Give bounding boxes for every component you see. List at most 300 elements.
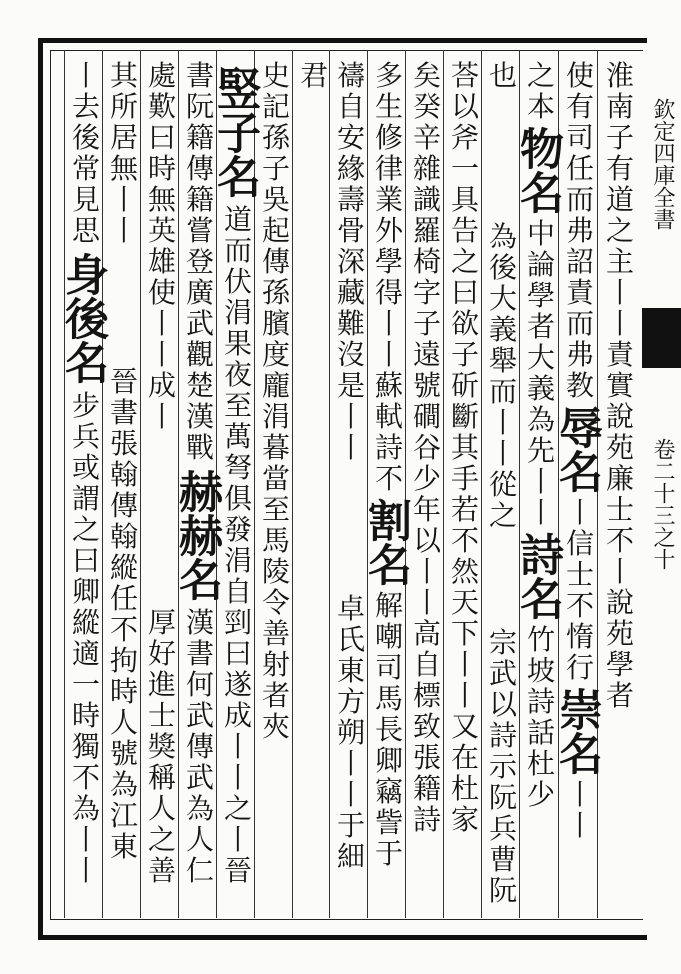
char: 矣	[412, 59, 441, 92]
char: 詩	[526, 685, 555, 718]
fishtail-mark	[642, 308, 681, 368]
char: 阮	[488, 781, 517, 814]
char: 詔	[565, 245, 594, 278]
char: 年	[412, 493, 441, 526]
char: 涓	[261, 400, 290, 433]
char: 丨	[147, 307, 176, 340]
char: 觀	[185, 338, 214, 371]
char: 善	[147, 854, 176, 887]
char: 江	[109, 799, 138, 832]
char: 獎	[147, 730, 176, 763]
char: 為	[109, 768, 138, 801]
book-title: 欽定四庫全書	[650, 98, 675, 230]
char: 司	[374, 651, 403, 684]
char: 丨	[488, 437, 517, 470]
char: 多	[374, 59, 403, 92]
char: 宗	[488, 626, 517, 659]
text-column-1	[600, 60, 640, 711]
text-column-9	[294, 60, 334, 91]
char: 禱	[336, 59, 365, 92]
column-rule	[329, 50, 330, 918]
char: 丨	[147, 338, 176, 371]
char: 東	[336, 654, 365, 687]
char: 無	[109, 152, 138, 185]
char: 癸	[412, 90, 441, 123]
char: 史	[261, 59, 290, 92]
char: 本	[526, 90, 555, 123]
char: 生	[374, 90, 403, 123]
char: 剄	[223, 606, 252, 639]
char: 起	[261, 214, 290, 247]
char: 丨	[336, 778, 365, 811]
char: 處	[147, 59, 176, 92]
char: 丨	[109, 183, 138, 216]
heading-ru-ming: 辱名	[551, 405, 602, 493]
char: 龐	[261, 369, 290, 402]
char: 翰	[109, 458, 138, 491]
char: 學	[374, 245, 403, 278]
char: 號	[109, 737, 138, 770]
char: 義	[488, 313, 517, 346]
char: 在	[450, 741, 479, 774]
char: 從	[488, 468, 517, 501]
char: 丨	[450, 648, 479, 681]
char: 曰	[71, 544, 100, 577]
char: 雜	[412, 152, 441, 185]
char: 籍	[185, 183, 214, 216]
char: 曰	[223, 637, 252, 670]
char: 丨	[71, 823, 100, 856]
heading-shi-ming: 詩名	[512, 532, 563, 620]
char: 士	[605, 493, 634, 526]
char: 不	[374, 462, 403, 495]
char: 書	[185, 59, 214, 92]
char: 之	[71, 513, 100, 546]
char: 苑	[605, 431, 634, 464]
char: 為	[71, 792, 100, 825]
char: 丨	[412, 555, 441, 588]
char: 丨	[565, 809, 594, 842]
char: 信	[565, 527, 594, 560]
char: 卿	[374, 744, 403, 777]
char: 丨	[71, 59, 100, 92]
char: 夜	[223, 358, 252, 391]
char: 武	[185, 699, 214, 732]
char: 登	[185, 245, 214, 278]
char: 卓	[336, 592, 365, 625]
char: 于	[374, 837, 403, 870]
char: 道	[223, 203, 252, 236]
char: 手	[450, 462, 479, 495]
char: 天	[450, 586, 479, 619]
char: 為	[185, 792, 214, 825]
char: 若	[450, 493, 479, 526]
char: 自	[336, 90, 365, 123]
char: 曰	[450, 276, 479, 309]
char: 萬	[223, 420, 252, 453]
char: 是	[336, 369, 365, 402]
char: 壽	[336, 183, 365, 216]
volume-label: 卷二十三之十	[650, 438, 675, 570]
char: 朔	[336, 716, 365, 749]
char: 椅	[412, 245, 441, 278]
page-edge	[642, 38, 681, 930]
char: 涓	[223, 544, 252, 577]
char: 居	[109, 121, 138, 154]
char: 學	[526, 279, 555, 312]
char: 英	[147, 214, 176, 247]
char: 者	[605, 679, 634, 712]
char: 曹	[488, 843, 517, 876]
char: 晉	[223, 854, 252, 887]
char: 又	[450, 710, 479, 743]
char: 人	[109, 706, 138, 739]
char: 說	[605, 586, 634, 619]
char: 不	[71, 761, 100, 794]
heading-ge-ming: 割名	[360, 498, 411, 586]
char: 丨	[565, 496, 594, 529]
char: 淮	[605, 59, 634, 92]
char: 自	[412, 648, 441, 681]
char: 少	[412, 462, 441, 495]
char: 兵	[71, 420, 100, 453]
char: 不	[565, 589, 594, 622]
char: 丨	[605, 276, 634, 309]
char: 也	[488, 59, 517, 92]
char: 藏	[336, 276, 365, 309]
char: 而	[488, 375, 517, 408]
text-column-12	[171, 59, 222, 887]
char: 長	[374, 713, 403, 746]
char: 丨	[526, 465, 555, 498]
char: 深	[336, 245, 365, 278]
char: 杜	[450, 772, 479, 805]
char: 以	[450, 90, 479, 123]
text-column-2	[551, 59, 602, 842]
char: 竊	[374, 775, 403, 808]
char: 解	[374, 589, 403, 622]
char: 業	[374, 183, 403, 216]
char: 丨	[71, 854, 100, 887]
char: 遠	[412, 338, 441, 371]
char: 之	[526, 59, 555, 92]
char: 伏	[223, 265, 252, 298]
char: 丨	[109, 214, 138, 247]
char: 少	[526, 778, 555, 811]
char: 籍	[185, 121, 214, 154]
char: 以	[488, 688, 517, 721]
char: 漢	[185, 606, 214, 639]
char: 曰	[147, 121, 176, 154]
text-column-3	[512, 59, 563, 811]
char: 丨	[336, 400, 365, 433]
char: 傳	[261, 245, 290, 278]
char: 丨	[450, 679, 479, 712]
char: 何	[185, 668, 214, 701]
char: 見	[71, 183, 100, 216]
char: 氏	[336, 623, 365, 656]
char: 士	[147, 699, 176, 732]
char: 或	[71, 451, 100, 484]
char: 欲	[450, 307, 479, 340]
text-column-5	[445, 60, 485, 835]
char: 步	[71, 389, 100, 422]
char: 謂	[71, 482, 100, 515]
char: 安	[336, 121, 365, 154]
char: 吳	[261, 183, 290, 216]
char: 記	[261, 90, 290, 123]
char: 廣	[185, 276, 214, 309]
char: 射	[261, 648, 290, 681]
char: 行	[565, 651, 594, 684]
char: 陵	[261, 555, 290, 588]
char: 先	[526, 434, 555, 467]
char: 杜	[526, 747, 555, 780]
char: 說	[605, 400, 634, 433]
char: 主	[605, 245, 634, 278]
heading-shenhou-ming: 身後名	[57, 252, 108, 384]
char: 武	[185, 761, 214, 794]
char: 責	[565, 276, 594, 309]
char: 俱	[223, 482, 252, 515]
char: 責	[605, 338, 634, 371]
text-column-11	[209, 60, 260, 887]
char: 漢	[185, 400, 214, 433]
char: 孫	[261, 276, 290, 309]
char: 時	[147, 152, 176, 185]
char: 夾	[261, 710, 290, 743]
char: 丨	[147, 400, 176, 433]
char: 一	[450, 152, 479, 185]
char: 士	[565, 558, 594, 591]
char: 人	[185, 823, 214, 856]
char: 武	[185, 307, 214, 340]
char: 阮	[185, 90, 214, 123]
char: 拘	[109, 644, 138, 677]
char: 南	[605, 90, 634, 123]
char: 詩	[374, 431, 403, 464]
char: 丨	[223, 823, 252, 856]
char: 下	[450, 617, 479, 650]
char: 後	[488, 251, 517, 284]
char: 難	[336, 307, 365, 340]
char: 外	[374, 214, 403, 247]
char: 時	[109, 675, 138, 708]
char: 者	[261, 679, 290, 712]
char: 有	[605, 152, 634, 185]
char: 谷	[412, 431, 441, 464]
char: 磵	[412, 400, 441, 433]
char: 弗	[565, 214, 594, 247]
char: 骨	[336, 214, 365, 247]
char: 縱	[109, 551, 138, 584]
char: 羅	[412, 214, 441, 247]
char: 丨	[223, 730, 252, 763]
char: 傳	[109, 489, 138, 522]
char: 後	[71, 121, 100, 154]
char: 論	[526, 248, 555, 281]
heading-chong-ming: 崇名	[551, 687, 602, 775]
char: 子	[412, 307, 441, 340]
char: 荅	[450, 59, 479, 92]
char: 遂	[223, 668, 252, 701]
char: 訾	[374, 806, 403, 839]
char: 孫	[261, 121, 290, 154]
char: 之	[147, 823, 176, 856]
char: 高	[412, 617, 441, 650]
column-rule	[64, 50, 65, 918]
text-column-13	[142, 60, 182, 886]
char: 有	[565, 90, 594, 123]
char: 適	[71, 637, 100, 670]
char: 度	[261, 338, 290, 371]
char: 其	[450, 431, 479, 464]
char: 晉	[109, 365, 138, 398]
char: 大	[526, 341, 555, 374]
char: 律	[374, 152, 403, 185]
char: 斷	[450, 400, 479, 433]
heading-hehe-ming: 赫赫名	[171, 469, 222, 601]
char: 東	[109, 830, 138, 863]
char: 弩	[223, 451, 252, 484]
char: 為	[488, 220, 517, 253]
char: 涓	[223, 296, 252, 329]
char: 辛	[412, 121, 441, 154]
char: 之	[605, 214, 634, 247]
char: 弗	[565, 338, 594, 371]
char: 致	[412, 710, 441, 743]
char: 然	[450, 555, 479, 588]
char: 為	[526, 403, 555, 436]
char: 獨	[71, 730, 100, 763]
char: 子	[450, 338, 479, 371]
char: 至	[223, 389, 252, 422]
char: 任	[109, 582, 138, 615]
char: 成	[223, 699, 252, 732]
char: 稱	[147, 761, 176, 794]
char: 不	[109, 613, 138, 646]
char: 識	[412, 183, 441, 216]
char: 翰	[109, 520, 138, 553]
char: 號	[412, 369, 441, 402]
char: 籍	[412, 772, 441, 805]
char: 而	[565, 183, 594, 216]
char: 中	[526, 217, 555, 250]
char: 常	[71, 152, 100, 185]
char: 標	[412, 679, 441, 712]
char: 廉	[605, 462, 634, 495]
char: 家	[450, 803, 479, 836]
char: 之	[450, 245, 479, 278]
char: 告	[450, 214, 479, 247]
char: 子	[261, 152, 290, 185]
text-column-14	[104, 60, 144, 862]
char: 道	[605, 183, 634, 216]
char: 字	[412, 276, 441, 309]
char: 義	[526, 372, 555, 405]
char: 不	[605, 524, 634, 557]
char: 坡	[526, 654, 555, 687]
char: 細	[336, 840, 365, 873]
char: 傳	[185, 730, 214, 763]
char: 張	[109, 427, 138, 460]
char: 之	[223, 792, 252, 825]
char: 沒	[336, 338, 365, 371]
char: 當	[261, 462, 290, 495]
char: 實	[605, 369, 634, 402]
char: 進	[147, 668, 176, 701]
char: 詩	[488, 719, 517, 752]
char: 一	[71, 668, 100, 701]
char: 不	[450, 524, 479, 557]
char: 人	[147, 792, 176, 825]
char: 丨	[526, 496, 555, 529]
char: 所	[109, 90, 138, 123]
char: 詩	[412, 803, 441, 836]
heading-wu-ming: 物名	[512, 126, 563, 214]
char: 之	[488, 499, 517, 532]
char: 戰	[185, 431, 214, 464]
char: 書	[185, 637, 214, 670]
char: 書	[109, 396, 138, 429]
text-column-8	[331, 60, 371, 872]
char: 暮	[261, 431, 290, 464]
char: 斫	[450, 369, 479, 402]
char: 果	[223, 327, 252, 360]
text-column-15	[57, 59, 108, 887]
char: 卿	[71, 575, 100, 608]
char: 雄	[147, 245, 176, 278]
heading-shuzi-ming: 竪子名	[209, 66, 260, 198]
char: 蘇	[374, 369, 403, 402]
char: 司	[565, 121, 594, 154]
char: 緣	[336, 152, 365, 185]
text-column-10	[256, 60, 296, 742]
char: 方	[336, 685, 365, 718]
char: 其	[109, 59, 138, 92]
char: 善	[261, 617, 290, 650]
char: 仁	[185, 854, 214, 887]
char: 任	[565, 152, 594, 185]
char: 傳	[185, 152, 214, 185]
char: 具	[450, 183, 479, 216]
char: 竹	[526, 623, 555, 656]
char: 好	[147, 637, 176, 670]
char: 軾	[374, 400, 403, 433]
text-column-6	[407, 60, 447, 835]
char: 成	[147, 369, 176, 402]
char: 張	[412, 741, 441, 774]
char: 子	[605, 121, 634, 154]
char: 嘗	[185, 214, 214, 247]
char: 惰	[565, 620, 594, 653]
char: 丨	[336, 747, 365, 780]
char: 君	[299, 59, 328, 92]
char: 而	[565, 307, 594, 340]
char: 使	[147, 276, 176, 309]
char: 丨	[374, 338, 403, 371]
char: 得	[374, 276, 403, 309]
char: 令	[261, 586, 290, 619]
char: 武	[488, 657, 517, 690]
char: 自	[223, 575, 252, 608]
text-column-7	[360, 59, 411, 870]
char: 至	[261, 493, 290, 526]
char: 丨	[336, 431, 365, 464]
char: 無	[147, 183, 176, 216]
char: 丨	[565, 778, 594, 811]
char: 思	[71, 214, 100, 247]
